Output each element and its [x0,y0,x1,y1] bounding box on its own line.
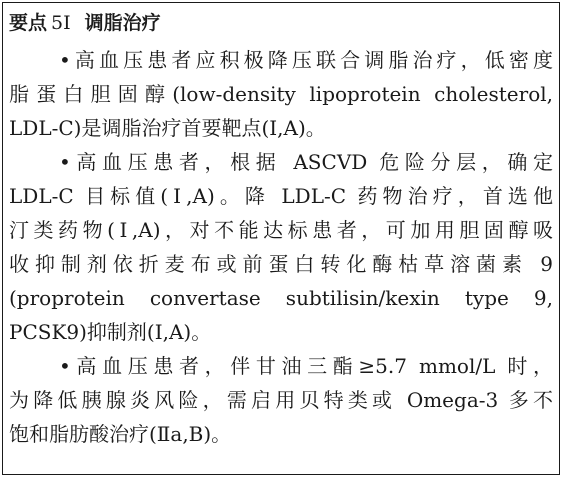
paragraph-2-line-5: (proprotein convertase subtilisin/kexin type 9, [9,286,553,310]
paragraph-1-line-1: •高血压患者应积极降压联合调脂治疗，低密度 [59,48,553,72]
paragraph-2-line-1: •高血压患者，根据 ASCVD 危险分层，确定 [59,150,553,174]
guideline-box [2,2,560,475]
paragraph-1-line-3: LDL-C)是调脂治疗首要靶点(Ⅰ,A)。 [9,116,326,140]
heading-label: 要点 [9,12,48,34]
paragraph-2-line-4: 收抑制剂依折麦布或前蛋白转化酶枯草溶菌素 9 [9,252,553,276]
paragraph-3-line-3: 饱和脂肪酸治疗(Ⅱa,B)。 [9,422,232,446]
paragraph-2-line-3: 汀类药物(Ⅰ,A)，对不能达标患者，可加用胆固醇吸 [9,218,553,242]
heading-title: 调脂治疗 [84,12,161,34]
paragraph-3-line-2: 为降低胰腺炎风险，需启用贝特类或 Omega-3 多不 [9,388,553,412]
paragraph-2-line-2: LDL-C 目标值(Ⅰ,A)。降 LDL-C 药物治疗，首选他 [9,184,553,208]
paragraph-1-line-2: 脂蛋白胆固醇(low-density lipoprotein cholesterol, [9,82,553,106]
paragraph-2-line-6: PCSK9)抑制剂(Ⅰ,A)。 [9,320,212,344]
paragraph-3-line-1: •高血压患者，伴甘油三酯≥5.7 mmol/L 时， [59,354,553,378]
section-heading [9,9,161,37]
heading-number: 5I [51,12,71,34]
